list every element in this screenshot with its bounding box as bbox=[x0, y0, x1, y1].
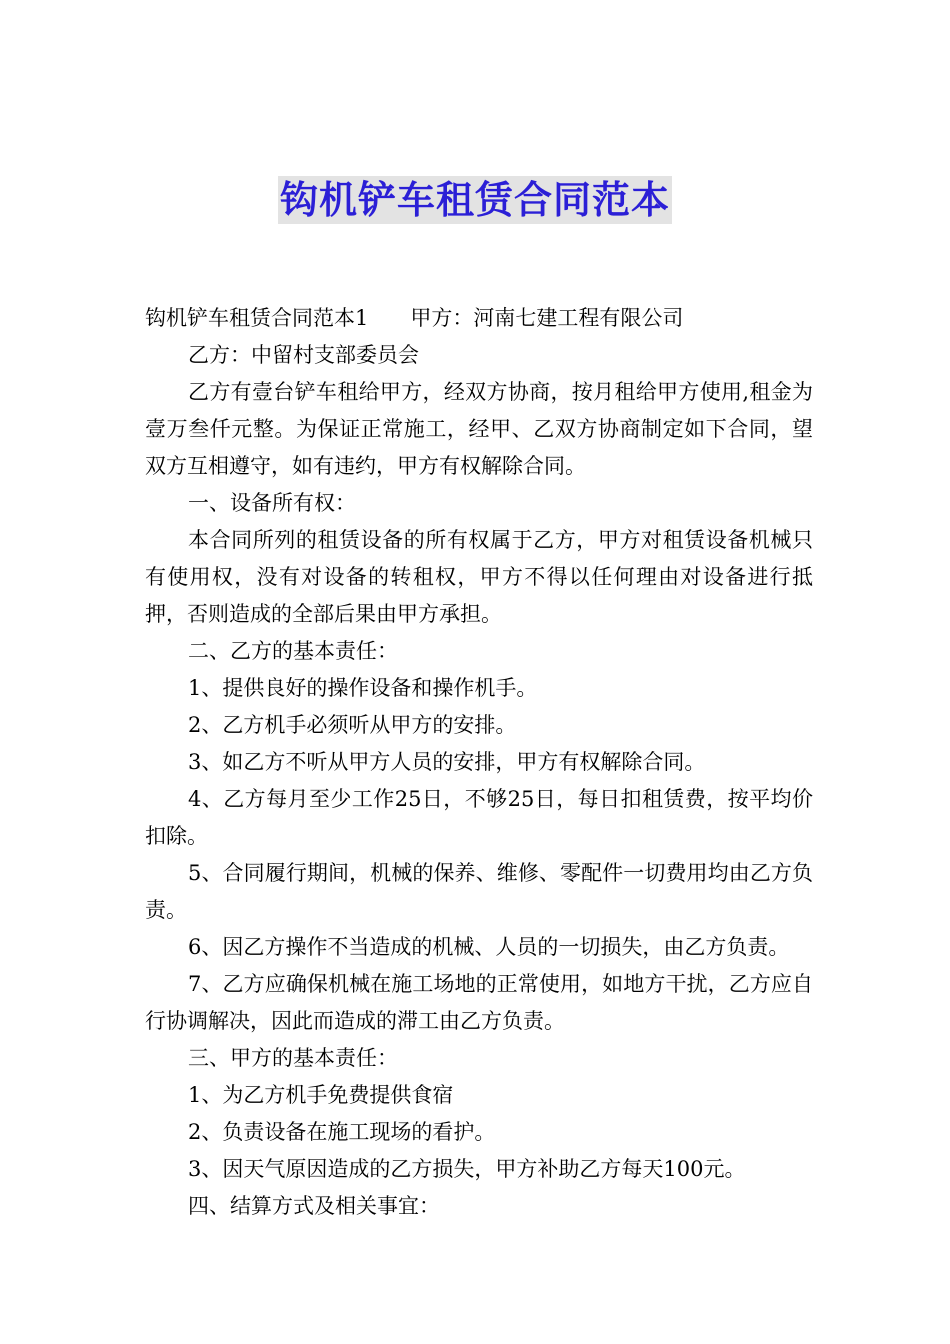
list-item: 5、合同履行期间，机械的保养、维修、零配件一切费用均由乙方负责。 bbox=[145, 861, 813, 922]
paragraph-ownership: 本合同所列的租赁设备的所有权属于乙方，甲方对租赁设备机械只有使用权，没有对设备的转租权，甲方不得以任何理由对设备进行抵押，否则造成的全部后果由甲方承担。 bbox=[145, 528, 813, 626]
list-item: 4、乙方每月至少工作25日，不够25日，每日扣租赁费，按平均价扣除。 bbox=[145, 787, 813, 848]
list-item: 3、因天气原因造成的乙方损失，甲方补助乙方每天100元。 bbox=[188, 1157, 746, 1181]
list-item: 1、为乙方机手免费提供食宿 bbox=[188, 1083, 454, 1107]
document-title: 钩机铲车租赁合同范本 bbox=[279, 178, 670, 222]
list-item: 7、乙方应确保机械在施工场地的正常使用，如地方干扰，乙方应自行协调解决，因此而造成的滞工由乙方负责。 bbox=[145, 972, 813, 1033]
document-body bbox=[145, 300, 813, 1225]
list-item: 3、如乙方不听从甲方人员的安排，甲方有权解除合同。 bbox=[188, 750, 706, 774]
paragraph-heading-line: 钩机铲车租赁合同范本1 甲方：河南七建工程有限公司 bbox=[145, 306, 684, 330]
list-item: 2、负责设备在施工现场的看护。 bbox=[188, 1120, 496, 1144]
list-item: 1、提供良好的操作设备和操作机手。 bbox=[188, 676, 538, 700]
paragraph-intro: 乙方有壹台铲车租给甲方，经双方协商，按月租给甲方使用,租金为壹万叁仟元整。为保证正常施工，经甲、乙双方协商制定如下合同，望双方互相遵守，如有违约，甲方有权解除合同。 bbox=[145, 380, 813, 478]
section-heading-ownership: 一、设备所有权： bbox=[188, 491, 356, 515]
list-item: 2、乙方机手必须听从甲方的安排。 bbox=[188, 713, 517, 737]
list-item: 6、因乙方操作不当造成的机械、人员的一切损失，由乙方负责。 bbox=[188, 935, 790, 959]
section-heading-party-a-duties: 三、甲方的基本责任： bbox=[188, 1046, 398, 1070]
section-heading-settlement: 四、结算方式及相关事宜： bbox=[188, 1194, 440, 1218]
paragraph-party-b: 乙方：中留村支部委员会 bbox=[188, 343, 419, 367]
title-container bbox=[0, 176, 950, 224]
section-heading-party-b-duties: 二、乙方的基本责任： bbox=[188, 639, 398, 663]
